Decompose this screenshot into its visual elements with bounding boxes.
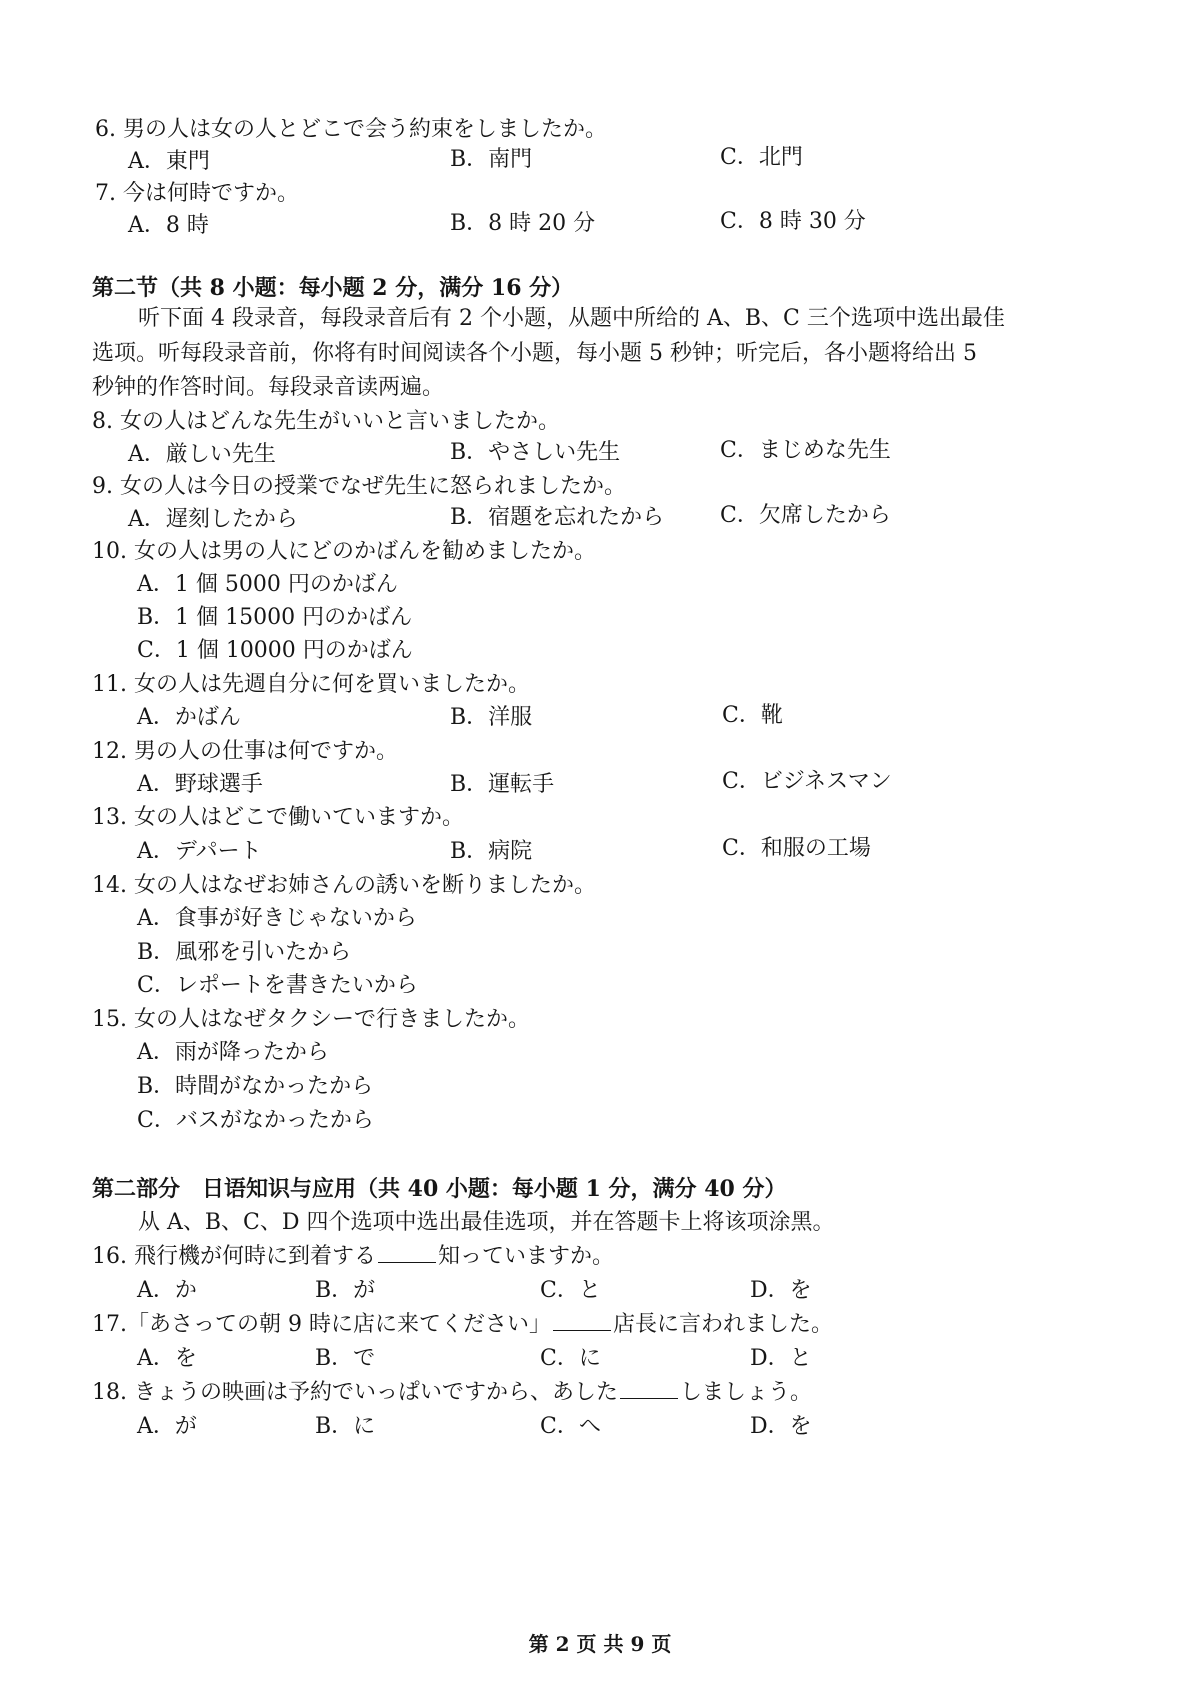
option-b: B．が — [315, 1278, 376, 1303]
part-instruction: 从 A、B、C、D 四个选项中选出最佳选项，并在答题卡上将该项涂黑。 — [138, 1210, 835, 1235]
option-a: A．雨が降ったから — [137, 1040, 329, 1065]
page-number: 第 2 页 共 9 页 — [528, 1632, 672, 1656]
answer-blank — [553, 1310, 611, 1331]
option-c: C．バスがなかったから — [137, 1108, 374, 1133]
option-c: C．ビジネスマン — [722, 769, 892, 794]
instruction-line: 秒钟的作答时间。每段录音读两遍。 — [92, 375, 445, 400]
option-d: D．と — [750, 1346, 812, 1371]
part-heading: 第二部分 日语知识与应用（共 40 小题：每小题 1 分，满分 40 分） — [92, 1176, 787, 1202]
option-b: B．風邪を引いたから — [137, 940, 352, 965]
option-a: A．8 時 — [128, 213, 209, 238]
option-a: A．を — [137, 1346, 197, 1371]
option-c: C．まじめな先生 — [720, 438, 891, 463]
stem-after-blank: 知っていますか。 — [437, 1244, 614, 1269]
answer-blank — [378, 1242, 436, 1263]
question-stem: 15. 女の人はなぜタクシーで行きましたか。 — [92, 1007, 530, 1032]
question-stem: 13. 女の人はどこで働いていますか。 — [92, 805, 464, 830]
question-stem: 7. 今は何時ですか。 — [95, 181, 299, 206]
option-a: A．が — [137, 1414, 197, 1439]
option-a: A．1 個 5000 円のかばん — [137, 572, 398, 597]
question-stem: 14. 女の人はなぜお姉さんの誘いを断りましたか。 — [92, 873, 596, 898]
instruction-line: 选项。听每段录音前，你将有时间阅读各个小题，每小题 5 秒钟；听完后，各小题将给出 5 — [92, 341, 977, 366]
option-c: C．と — [540, 1278, 601, 1303]
question-stem — [92, 1378, 812, 1408]
option-c: C．へ — [540, 1414, 601, 1439]
option-c: C．靴 — [722, 703, 783, 728]
option-c: C．和服の工場 — [722, 836, 871, 861]
option-b: B．8 時 20 分 — [450, 211, 596, 236]
answer-blank — [620, 1378, 678, 1399]
stem-before-blank: 17.「あさっての朝 9 時に店に来てください」 — [92, 1312, 551, 1337]
option-a: A．か — [137, 1278, 197, 1303]
option-a: A．野球選手 — [137, 772, 263, 797]
option-a: A．食事が好きじゃないから — [137, 906, 417, 931]
option-c: C．欠席したから — [720, 503, 891, 528]
stem-before-blank: 16. 飛行機が何時に到着する — [92, 1244, 376, 1269]
question-stem: 12. 男の人の仕事は何ですか。 — [92, 739, 398, 764]
option-c: C．に — [540, 1346, 601, 1371]
question-stem — [92, 1242, 614, 1272]
question-stem: 8. 女の人はどんな先生がいいと言いましたか。 — [92, 409, 560, 434]
option-b: B．運転手 — [450, 772, 555, 797]
option-b: B．に — [315, 1414, 376, 1439]
stem-after-blank: 店長に言われました。 — [612, 1312, 833, 1337]
option-b: B．で — [315, 1346, 376, 1371]
question-stem: 9. 女の人は今日の授業でなぜ先生に怒られましたか。 — [92, 474, 626, 499]
option-a: A．遅刻したから — [128, 507, 298, 532]
option-d: D．を — [750, 1278, 812, 1303]
section-heading: 第二节（共 8 小题：每小题 2 分，满分 16 分） — [92, 275, 574, 301]
question-stem: 11. 女の人は先週自分に何を買いましたか。 — [92, 672, 530, 697]
option-c: C．レポートを書きたいから — [137, 973, 418, 998]
stem-after-blank: しましょう。 — [679, 1380, 812, 1405]
option-b: B．1 個 15000 円のかばん — [137, 605, 413, 630]
question-stem: 6. 男の人は女の人とどこで会う約束をしましたか。 — [95, 117, 607, 142]
option-a: A．東門 — [128, 149, 210, 174]
stem-before-blank: 18. きょうの映画は予約でいっぱいですから、あした — [92, 1380, 618, 1405]
option-a: A．デパート — [137, 839, 262, 864]
option-c: C．1 個 10000 円のかばん — [137, 638, 413, 663]
option-b: B．宿題を忘れたから — [450, 505, 665, 530]
option-b: B．洋服 — [450, 705, 533, 730]
question-stem — [92, 1310, 833, 1340]
option-b: B．病院 — [450, 839, 533, 864]
option-d: D．を — [750, 1414, 812, 1439]
option-a: A．かばん — [137, 705, 241, 730]
option-b: B．やさしい先生 — [450, 440, 621, 465]
instruction-line: 听下面 4 段录音，每段录音后有 2 个小题，从题中所给的 A、B、C 三个选项中选出最佳 — [138, 306, 1005, 331]
option-c: C．8 時 30 分 — [720, 209, 866, 234]
question-stem: 10. 女の人は男の人にどのかばんを勧めましたか。 — [92, 539, 596, 564]
option-b: B．南門 — [450, 147, 533, 172]
option-b: B．時間がなかったから — [137, 1074, 374, 1099]
option-a: A．厳しい先生 — [128, 442, 276, 467]
option-c: C．北門 — [720, 145, 803, 170]
